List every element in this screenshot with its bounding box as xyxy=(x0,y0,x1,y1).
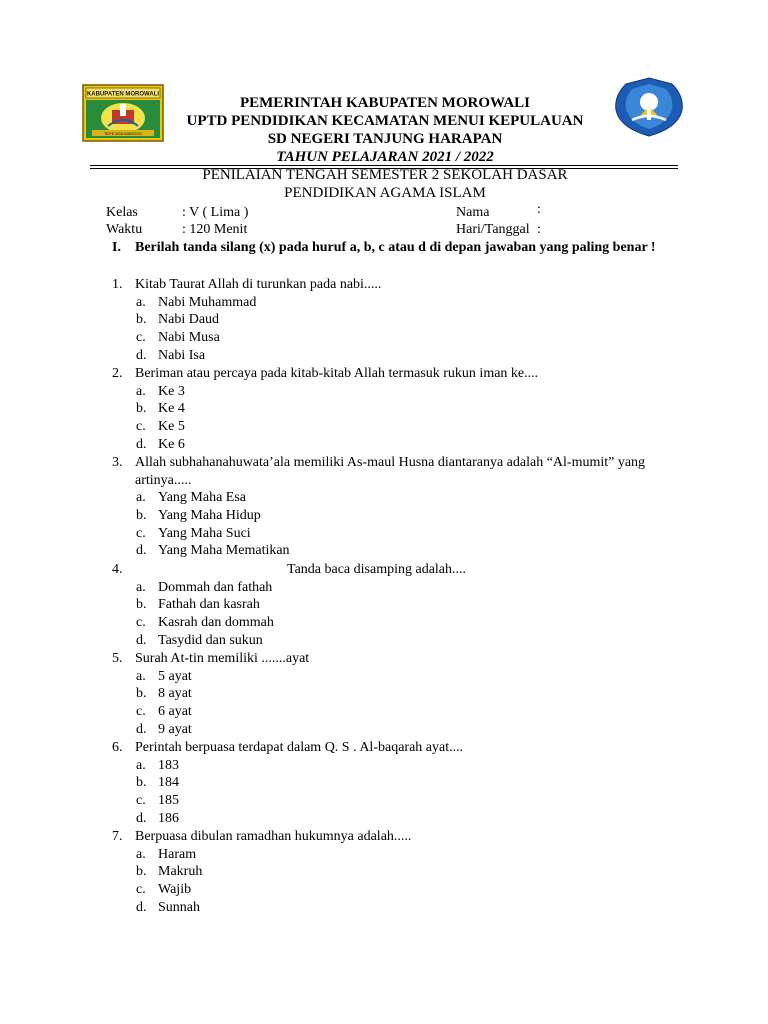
option-letter: a. xyxy=(136,294,146,310)
kelas-value: : V ( Lima ) xyxy=(182,205,249,220)
option-letter: d. xyxy=(136,899,147,915)
option-letter: b. xyxy=(136,312,147,328)
waktu-value: : 120 Menit xyxy=(182,222,248,237)
option-d[interactable] xyxy=(112,632,682,650)
option-text: Ke 3 xyxy=(158,383,185,399)
question-number: 7. xyxy=(112,829,123,844)
option-c[interactable] xyxy=(112,881,682,899)
option-letter: c. xyxy=(136,330,146,346)
option-letter: d. xyxy=(136,543,147,559)
option-b[interactable] xyxy=(112,507,682,525)
question-number: 3. xyxy=(112,455,123,470)
option-text: Ke 5 xyxy=(158,419,185,435)
option-text: Nabi Daud xyxy=(158,312,220,328)
option-text: 8 ayat xyxy=(158,686,192,702)
option-a[interactable] xyxy=(112,294,682,312)
question-2 xyxy=(112,365,682,454)
option-letter: a. xyxy=(136,490,146,505)
option-letter: d. xyxy=(136,347,147,363)
option-text: Haram xyxy=(158,846,197,862)
question-1 xyxy=(112,276,682,365)
option-text: Nabi Muhammad xyxy=(158,294,257,310)
question-text: Kitab Taurat Allah di turunkan pada nabi..... xyxy=(135,277,382,292)
option-b[interactable] xyxy=(112,774,682,792)
header-government: PEMERINTAH KABUPATEN MOROWALI xyxy=(239,95,530,111)
option-a[interactable] xyxy=(112,579,682,597)
option-text: 5 ayat xyxy=(158,668,192,684)
option-letter: a. xyxy=(136,383,146,399)
option-letter: a. xyxy=(136,579,146,595)
option-b[interactable] xyxy=(112,863,682,881)
svg-text:KABUPATEN MOROWALI: KABUPATEN MOROWALI xyxy=(86,91,160,98)
option-text: Wajib xyxy=(158,882,192,898)
question-number: 6. xyxy=(112,740,123,755)
option-text: Kasrah dan dommah xyxy=(158,615,274,631)
question-number: 1. xyxy=(112,277,123,292)
option-letter: a. xyxy=(136,668,146,684)
option-b[interactable] xyxy=(112,685,682,703)
option-letter: b. xyxy=(136,401,147,417)
option-c[interactable] xyxy=(112,329,682,347)
option-b[interactable] xyxy=(112,400,682,418)
header-uptd: UPTD PENDIDIKAN KECAMATAN MENUI KEPULAUAN xyxy=(186,113,584,129)
option-text: Nabi Isa xyxy=(158,347,206,363)
option-letter: d. xyxy=(136,632,147,648)
tanggal-value: : xyxy=(537,222,541,237)
option-b[interactable] xyxy=(112,596,682,614)
question-4 xyxy=(112,561,682,650)
exam-title: PENILAIAN TENGAH SEMESTER 2 SEKOLAH DASAR xyxy=(202,167,568,183)
kabupaten-morowali-logo xyxy=(82,84,164,142)
option-c[interactable] xyxy=(112,614,682,632)
option-letter: c. xyxy=(136,882,146,898)
option-letter: c. xyxy=(136,793,146,809)
tanggal-label: Hari/Tanggal xyxy=(456,222,530,237)
header-divider-top xyxy=(90,165,678,166)
option-text: Ke 4 xyxy=(158,401,185,417)
option-text: 6 ayat xyxy=(158,704,192,720)
option-letter: b. xyxy=(136,597,147,613)
subject-title: PENDIDIKAN AGAMA ISLAM xyxy=(284,185,486,201)
question-7 xyxy=(112,828,682,917)
option-letter: d. xyxy=(136,810,147,826)
option-text: Yang Maha Hidup xyxy=(158,507,261,523)
option-text: 184 xyxy=(158,775,179,791)
instruction-text: Berilah tanda silang (x) pada huruf a, b, c atau d di depan jawaban yang paling benar ! xyxy=(135,240,656,255)
option-d[interactable] xyxy=(112,721,682,739)
question-text: Perintah berpuasa terdapat dalam Q. S . Al-baqarah ayat.... xyxy=(135,740,464,755)
option-text: Sunnah xyxy=(158,899,200,915)
option-text: Fathah dan kasrah xyxy=(158,597,260,613)
option-text: Yang Maha Mematikan xyxy=(158,543,290,559)
option-letter: d. xyxy=(136,436,147,452)
question-text: Beriman atau percaya pada kitab-kitab Allah termasuk rukun iman ke.... xyxy=(135,366,539,381)
header-school-year: TAHUN PELAJARAN 2021 / 2022 xyxy=(276,149,494,165)
option-letter: a. xyxy=(136,757,146,773)
waktu-label: Waktu xyxy=(106,222,143,237)
option-letter: b. xyxy=(136,507,147,523)
option-c[interactable] xyxy=(112,525,682,543)
option-b[interactable] xyxy=(112,311,682,329)
option-a[interactable] xyxy=(112,668,682,686)
option-letter: b. xyxy=(136,775,147,791)
option-letter: b. xyxy=(136,864,147,880)
option-c[interactable] xyxy=(112,418,682,436)
option-d[interactable] xyxy=(112,810,682,828)
option-a[interactable] xyxy=(112,489,682,507)
option-d[interactable] xyxy=(112,347,682,365)
question-text: Allah subhahanahuwata’ala memiliki As-maul Husna diantaranya adalah “Al-mumit” yang artinya..... xyxy=(135,455,646,488)
header-school: SD NEGERI TANJUNG HARAPAN xyxy=(267,131,503,147)
option-text: 9 ayat xyxy=(158,721,192,737)
option-text: Makruh xyxy=(158,864,203,880)
option-text: 183 xyxy=(158,757,179,773)
question-5 xyxy=(112,650,682,739)
nama-label: Nama xyxy=(456,205,490,220)
option-a[interactable] xyxy=(112,757,682,775)
option-text: Dommah dan fathah xyxy=(158,579,273,595)
option-text: Ke 6 xyxy=(158,436,185,452)
option-text: Yang Maha Esa xyxy=(158,490,247,505)
question-text: Tanda baca disamping adalah.... xyxy=(287,562,467,577)
option-text: Yang Maha Suci xyxy=(158,525,251,541)
school-header xyxy=(170,94,600,166)
option-text: Tasydid dan sukun xyxy=(158,632,263,648)
option-d[interactable] xyxy=(112,436,682,454)
question-text: Surah At-tin memiliki .......ayat xyxy=(135,651,310,666)
svg-text:TEPE ASA MAROSO: TEPE ASA MAROSO xyxy=(103,131,143,136)
option-d[interactable] xyxy=(112,899,682,917)
tut-wuri-handayani-logo xyxy=(610,76,688,138)
option-text: 185 xyxy=(158,793,179,809)
question-3 xyxy=(112,454,682,560)
question-text: Berpuasa dibulan ramadhan hukumnya adalah..... xyxy=(135,829,412,844)
option-letter: c. xyxy=(136,525,146,541)
option-letter: c. xyxy=(136,419,146,435)
section-instruction xyxy=(112,238,682,257)
option-a[interactable] xyxy=(112,383,682,401)
option-text: 186 xyxy=(158,810,179,826)
option-letter: d. xyxy=(136,721,147,737)
nama-value: : xyxy=(537,202,541,217)
question-number: 4. xyxy=(112,562,123,577)
question-number: 2. xyxy=(112,366,123,381)
option-letter: b. xyxy=(136,686,147,702)
option-text: Nabi Musa xyxy=(158,330,220,346)
question-6 xyxy=(112,739,682,828)
option-letter: a. xyxy=(136,846,146,862)
option-letter: c. xyxy=(136,704,146,720)
section-number: I. xyxy=(112,240,121,255)
kelas-label: Kelas xyxy=(106,205,138,220)
question-number: 5. xyxy=(112,651,123,666)
option-d[interactable] xyxy=(112,542,682,560)
option-c[interactable] xyxy=(112,792,682,810)
option-c[interactable] xyxy=(112,703,682,721)
option-a[interactable] xyxy=(112,846,682,864)
option-letter: c. xyxy=(136,615,146,631)
